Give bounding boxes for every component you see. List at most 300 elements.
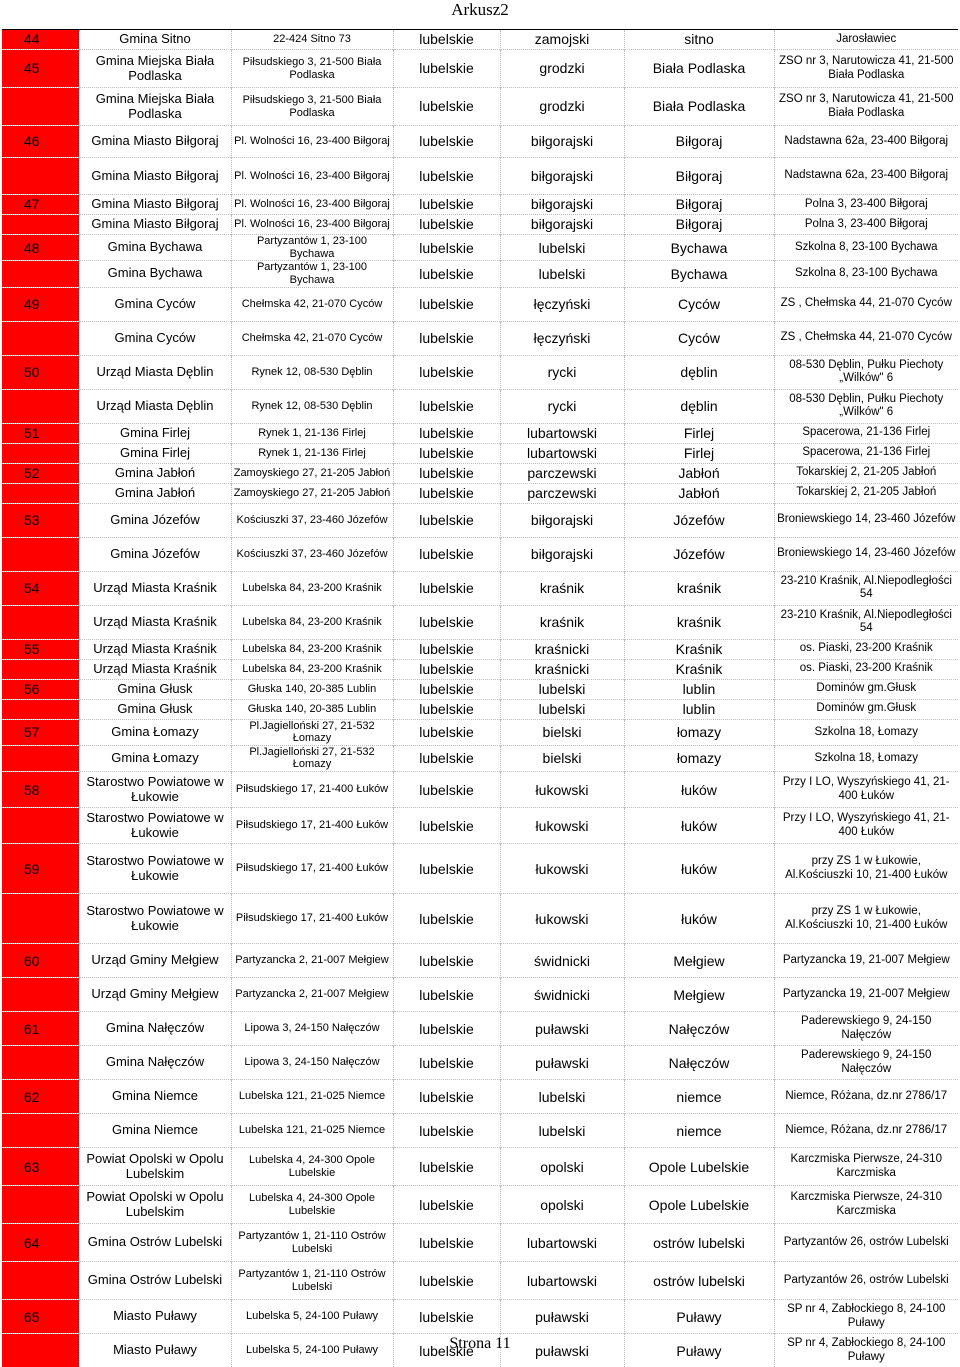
office-name-cell: Gmina Miasto Biłgoraj (79, 195, 231, 215)
location-cell: 08-530 Dęblin, Pułku Piechoty „Wilków" 6 (774, 389, 958, 423)
municipality-cell: niemce (624, 1080, 774, 1114)
office-address-cell: Głuska 140, 20-385 Lublin (231, 679, 393, 699)
municipality-cell: Firlej (624, 443, 774, 463)
voivodeship-cell: lubelskie (393, 1262, 500, 1300)
municipality-cell: Józefów (624, 537, 774, 571)
office-name-cell: Gmina Głusk (79, 699, 231, 719)
row-number-cell (2, 605, 79, 639)
office-address-cell: Lubelska 84, 23-200 Kraśnik (231, 605, 393, 639)
table-row (2, 30, 958, 50)
row-number-cell (2, 1186, 79, 1224)
county-cell: lubelski (500, 699, 624, 719)
row-number-cell (2, 978, 79, 1012)
voivodeship-cell: lubelskie (393, 1148, 500, 1186)
table-row (2, 944, 958, 978)
row-number-cell (2, 321, 79, 355)
office-address-cell: Pl.Jagielloński 27, 21-532 Łomazy (231, 719, 393, 745)
location-cell: Partyzancka 19, 21-007 Mełgiew (774, 944, 958, 978)
table-row (2, 1186, 958, 1224)
office-address-cell: Lubelska 84, 23-200 Kraśnik (231, 571, 393, 605)
office-name-cell: Starostwo Powiatowe w Łukowie (79, 894, 231, 944)
county-cell: bielski (500, 719, 624, 745)
county-cell: puławski (500, 1334, 624, 1367)
voivodeship-cell: lubelskie (393, 1080, 500, 1114)
location-cell: Niemce, Różana, dz.nr 2786/17 (774, 1114, 958, 1148)
table-row (2, 772, 958, 808)
voivodeship-cell: lubelskie (393, 745, 500, 771)
table-row (2, 483, 958, 503)
municipality-cell: Mełgiew (624, 944, 774, 978)
voivodeship-cell: lubelskie (393, 719, 500, 745)
table-row (2, 355, 958, 389)
table-row (2, 605, 958, 639)
office-address-cell: Pl.Jagielloński 27, 21-532 Łomazy (231, 745, 393, 771)
voivodeship-cell: lubelskie (393, 158, 500, 195)
location-cell: 08-530 Dęblin, Pułku Piechoty „Wilków" 6 (774, 355, 958, 389)
county-cell: łęczyński (500, 321, 624, 355)
row-number-cell (2, 1046, 79, 1080)
county-cell: lubartowski (500, 1262, 624, 1300)
municipality-cell: Cyców (624, 321, 774, 355)
county-cell: świdnicki (500, 978, 624, 1012)
location-cell: Karczmiska Pierwsze, 24-310 Karczmiska (774, 1148, 958, 1186)
office-address-cell: Pl. Wolności 16, 23-400 Biłgoraj (231, 215, 393, 235)
municipality-cell: Nałęczów (624, 1012, 774, 1046)
table-row (2, 1262, 958, 1300)
office-address-cell: Zamoyskiego 27, 21-205 Jabłoń (231, 463, 393, 483)
municipality-cell: ostrów lubelski (624, 1224, 774, 1262)
municipality-cell: Puławy (624, 1300, 774, 1334)
location-cell: Tokarskiej 2, 21-205 Jabłoń (774, 463, 958, 483)
office-name-cell: Starostwo Powiatowe w Łukowie (79, 808, 231, 844)
table-row (2, 1114, 958, 1148)
voivodeship-cell: lubelskie (393, 605, 500, 639)
county-cell: parczewski (500, 463, 624, 483)
table-row (2, 894, 958, 944)
voivodeship-cell: lubelskie (393, 1114, 500, 1148)
location-cell: Szkolna 8, 23-100 Bychawa (774, 235, 958, 261)
county-cell: kraśnicki (500, 659, 624, 679)
county-cell: łukowski (500, 772, 624, 808)
office-address-cell: Pl. Wolności 16, 23-400 Biłgoraj (231, 126, 393, 158)
row-number-cell (2, 215, 79, 235)
row-number-cell: 57 (2, 719, 79, 745)
table-row (2, 659, 958, 679)
office-name-cell: Gmina Miejska Biała Podlaska (79, 50, 231, 88)
table-body (2, 30, 958, 1367)
voivodeship-cell: lubelskie (393, 1334, 500, 1367)
county-cell: bielski (500, 745, 624, 771)
office-name-cell: Urząd Miasta Dęblin (79, 355, 231, 389)
municipality-cell: Biłgoraj (624, 126, 774, 158)
office-address-cell: Lubelska 4, 24-300 Opole Lubelskie (231, 1186, 393, 1224)
voivodeship-cell: lubelskie (393, 1300, 500, 1334)
county-cell: łukowski (500, 844, 624, 894)
table-row (2, 679, 958, 699)
county-cell: opolski (500, 1186, 624, 1224)
row-number-cell (2, 699, 79, 719)
row-number-cell: 46 (2, 126, 79, 158)
office-address-cell: Rynek 1, 21-136 Firlej (231, 423, 393, 443)
voivodeship-cell: lubelskie (393, 894, 500, 944)
location-cell: ZSO nr 3, Narutowicza 41, 21-500 Biała Podlaska (774, 50, 958, 88)
location-cell: ZS , Chełmska 44, 21-070 Cyców (774, 287, 958, 321)
office-name-cell: Urząd Miasta Kraśnik (79, 639, 231, 659)
row-number-cell (2, 745, 79, 771)
office-address-cell: Piłsudskiego 17, 21-400 Łuków (231, 808, 393, 844)
table-row (2, 639, 958, 659)
office-address-cell: Rynek 1, 21-136 Firlej (231, 443, 393, 463)
municipality-cell: Puławy (624, 1334, 774, 1367)
row-number-cell: 48 (2, 235, 79, 261)
office-address-cell: Kościuszki 37, 23-460 Józefów (231, 537, 393, 571)
county-cell: zamojski (500, 30, 624, 50)
municipality-cell: łuków (624, 772, 774, 808)
location-cell: Nadstawna 62a, 23-400 Biłgoraj (774, 158, 958, 195)
page-footer: Strona 11 (0, 1335, 960, 1353)
municipality-cell: kraśnik (624, 571, 774, 605)
row-number-cell: 64 (2, 1224, 79, 1262)
voivodeship-cell: lubelskie (393, 699, 500, 719)
county-cell: lubelski (500, 261, 624, 287)
voivodeship-cell: lubelskie (393, 571, 500, 605)
row-number-cell (2, 158, 79, 195)
row-number-cell (2, 88, 79, 126)
table-row (2, 50, 958, 88)
table-row (2, 719, 958, 745)
row-number-cell: 61 (2, 1012, 79, 1046)
table-row (2, 88, 958, 126)
municipality-cell: Biłgoraj (624, 158, 774, 195)
table-row (2, 978, 958, 1012)
office-address-cell: Partyzantów 1, 23-100 Bychawa (231, 261, 393, 287)
office-address-cell: Piłsudskiego 17, 21-400 Łuków (231, 772, 393, 808)
table-row (2, 158, 958, 195)
sheet-title: Arkusz2 (0, 0, 960, 20)
office-name-cell: Gmina Miasto Biłgoraj (79, 126, 231, 158)
location-cell: Polna 3, 23-400 Biłgoraj (774, 215, 958, 235)
office-address-cell: Piłsudskiego 3, 21-500 Biała Podlaska (231, 50, 393, 88)
municipality-cell: Bychawa (624, 235, 774, 261)
row-number-cell (2, 483, 79, 503)
office-name-cell: Powiat Opolski w Opolu Lubelskim (79, 1186, 231, 1224)
row-number-cell: 62 (2, 1080, 79, 1114)
table-row (2, 389, 958, 423)
table-row (2, 1300, 958, 1334)
county-cell: puławski (500, 1012, 624, 1046)
municipality-cell: Jabłoń (624, 463, 774, 483)
municipality-cell: lublin (624, 679, 774, 699)
table-row (2, 126, 958, 158)
office-name-cell: Gmina Józefów (79, 503, 231, 537)
location-cell: Partyzantów 26, ostrów Lubelski (774, 1262, 958, 1300)
row-number-cell: 50 (2, 355, 79, 389)
voivodeship-cell: lubelskie (393, 287, 500, 321)
municipality-cell: Cyców (624, 287, 774, 321)
office-address-cell: Partyzantów 1, 23-100 Bychawa (231, 235, 393, 261)
voivodeship-cell: lubelskie (393, 355, 500, 389)
county-cell: grodzki (500, 88, 624, 126)
location-cell: Karczmiska Pierwsze, 24-310 Karczmiska (774, 1186, 958, 1224)
office-address-cell: Partyzancka 2, 21-007 Mełgiew (231, 944, 393, 978)
location-cell: Dominów gm.Głusk (774, 699, 958, 719)
voivodeship-cell: lubelskie (393, 50, 500, 88)
county-cell: lubartowski (500, 1224, 624, 1262)
office-address-cell: Zamoyskiego 27, 21-205 Jabłoń (231, 483, 393, 503)
voivodeship-cell: lubelskie (393, 844, 500, 894)
voivodeship-cell: lubelskie (393, 978, 500, 1012)
municipality-cell: Firlej (624, 423, 774, 443)
voivodeship-cell: lubelskie (393, 483, 500, 503)
municipality-cell: łomazy (624, 719, 774, 745)
location-cell: Nadstawna 62a, 23-400 Biłgoraj (774, 126, 958, 158)
municipality-cell: Bychawa (624, 261, 774, 287)
location-cell: os. Piaski, 23-200 Kraśnik (774, 659, 958, 679)
municipality-cell: łuków (624, 808, 774, 844)
office-address-cell: Lubelska 4, 24-300 Opole Lubelskie (231, 1148, 393, 1186)
county-cell: parczewski (500, 483, 624, 503)
office-name-cell: Gmina Nałęczów (79, 1012, 231, 1046)
office-name-cell: Gmina Ostrów Lubelski (79, 1224, 231, 1262)
office-address-cell: Pl. Wolności 16, 23-400 Biłgoraj (231, 158, 393, 195)
row-number-cell (2, 1262, 79, 1300)
location-cell: Polna 3, 23-400 Biłgoraj (774, 195, 958, 215)
table-row (2, 321, 958, 355)
voivodeship-cell: lubelskie (393, 639, 500, 659)
office-name-cell: Gmina Miasto Biłgoraj (79, 158, 231, 195)
location-cell: przy ZS 1 w Łukowie, Al.Kościuszki 10, 21-400 Łuków (774, 844, 958, 894)
county-cell: lubelski (500, 235, 624, 261)
municipality-cell: Jabłoń (624, 483, 774, 503)
location-cell: 23-210 Kraśnik, Al.Niepodległości 54 (774, 571, 958, 605)
voivodeship-cell: lubelskie (393, 443, 500, 463)
table-row (2, 571, 958, 605)
county-cell: lubartowski (500, 423, 624, 443)
office-address-cell: Piłsudskiego 17, 21-400 Łuków (231, 844, 393, 894)
location-cell: Spacerowa, 21-136 Firlej (774, 443, 958, 463)
county-cell: łukowski (500, 894, 624, 944)
municipality-cell: sitno (624, 30, 774, 50)
municipality-cell: Biłgoraj (624, 215, 774, 235)
office-name-cell: Starostwo Powiatowe w Łukowie (79, 772, 231, 808)
county-cell: rycki (500, 389, 624, 423)
voivodeship-cell: lubelskie (393, 195, 500, 215)
office-name-cell: Gmina Miasto Biłgoraj (79, 215, 231, 235)
office-name-cell: Urząd Gminy Mełgiew (79, 978, 231, 1012)
location-cell: Szkolna 18, Łomazy (774, 745, 958, 771)
municipality-cell: kraśnik (624, 605, 774, 639)
voivodeship-cell: lubelskie (393, 772, 500, 808)
table-row (2, 215, 958, 235)
office-address-cell: Lipowa 3, 24-150 Nałęczów (231, 1012, 393, 1046)
office-name-cell: Gmina Cyców (79, 321, 231, 355)
county-cell: kraśnik (500, 571, 624, 605)
location-cell: Partyzantów 26, ostrów Lubelski (774, 1224, 958, 1262)
location-cell: Paderewskiego 9, 24-150 Nałęczów (774, 1012, 958, 1046)
table-row (2, 808, 958, 844)
row-number-cell (2, 389, 79, 423)
table-row (2, 443, 958, 463)
office-name-cell: Gmina Ostrów Lubelski (79, 1262, 231, 1300)
voivodeship-cell: lubelskie (393, 389, 500, 423)
office-name-cell: Gmina Jabłoń (79, 483, 231, 503)
row-number-cell (2, 894, 79, 944)
location-cell: SP nr 4, Zabłockiego 8, 24-100 Puławy (774, 1334, 958, 1367)
municipality-cell: Opole Lubelskie (624, 1148, 774, 1186)
location-cell: SP nr 4, Zabłockiego 8, 24-100 Puławy (774, 1300, 958, 1334)
office-name-cell: Gmina Łomazy (79, 745, 231, 771)
location-cell: Paderewskiego 9, 24-150 Nałęczów (774, 1046, 958, 1080)
municipality-cell: Mełgiew (624, 978, 774, 1012)
row-number-cell (2, 443, 79, 463)
voivodeship-cell: lubelskie (393, 944, 500, 978)
office-name-cell: Gmina Firlej (79, 423, 231, 443)
office-name-cell: Gmina Bychawa (79, 235, 231, 261)
office-address-cell: Kościuszki 37, 23-460 Józefów (231, 503, 393, 537)
location-cell: przy ZS 1 w Łukowie, Al.Kościuszki 10, 21-400 Łuków (774, 894, 958, 944)
municipality-cell: Biłgoraj (624, 195, 774, 215)
table-row (2, 1046, 958, 1080)
voivodeship-cell: lubelskie (393, 1046, 500, 1080)
location-cell: os. Piaski, 23-200 Kraśnik (774, 639, 958, 659)
office-address-cell: Pl. Wolności 16, 23-400 Biłgoraj (231, 195, 393, 215)
office-address-cell: Głuska 140, 20-385 Lublin (231, 699, 393, 719)
voivodeship-cell: lubelskie (393, 1012, 500, 1046)
location-cell: Szkolna 8, 23-100 Bychawa (774, 261, 958, 287)
county-cell: puławski (500, 1046, 624, 1080)
county-cell: biłgorajski (500, 195, 624, 215)
county-cell: łęczyński (500, 287, 624, 321)
office-name-cell: Gmina Bychawa (79, 261, 231, 287)
table-row (2, 1224, 958, 1262)
voivodeship-cell: lubelskie (393, 808, 500, 844)
office-address-cell: Chełmska 42, 21-070 Cyców (231, 321, 393, 355)
office-address-cell: Lubelska 5, 24-100 Puławy (231, 1334, 393, 1367)
row-number-cell: 55 (2, 639, 79, 659)
table-row (2, 699, 958, 719)
office-name-cell: Gmina Miejska Biała Podlaska (79, 88, 231, 126)
municipality-cell: Biała Podlaska (624, 88, 774, 126)
voivodeship-cell: lubelskie (393, 503, 500, 537)
office-name-cell: Urząd Miasta Kraśnik (79, 571, 231, 605)
office-name-cell: Gmina Łomazy (79, 719, 231, 745)
county-cell: lubelski (500, 679, 624, 699)
voivodeship-cell: lubelskie (393, 679, 500, 699)
office-name-cell: Gmina Niemce (79, 1114, 231, 1148)
county-cell: biłgorajski (500, 126, 624, 158)
municipality-cell: Józefów (624, 503, 774, 537)
table-row (2, 1080, 958, 1114)
location-cell: ZS , Chełmska 44, 21-070 Cyców (774, 321, 958, 355)
office-address-cell: Piłsudskiego 3, 21-500 Biała Podlaska (231, 88, 393, 126)
location-cell: Szkolna 18, Łomazy (774, 719, 958, 745)
row-number-cell: 49 (2, 287, 79, 321)
county-cell: biłgorajski (500, 215, 624, 235)
voivodeship-cell: lubelskie (393, 261, 500, 287)
voivodeship-cell: lubelskie (393, 1186, 500, 1224)
office-address-cell: Chełmska 42, 21-070 Cyców (231, 287, 393, 321)
voivodeship-cell: lubelskie (393, 321, 500, 355)
row-number-cell: 54 (2, 571, 79, 605)
location-cell: Jarosławiec (774, 30, 958, 50)
voivodeship-cell: lubelskie (393, 463, 500, 483)
office-address-cell: Lubelska 84, 23-200 Kraśnik (231, 659, 393, 679)
row-number-cell (2, 1114, 79, 1148)
voivodeship-cell: lubelskie (393, 88, 500, 126)
county-cell: biłgorajski (500, 158, 624, 195)
voivodeship-cell: lubelskie (393, 215, 500, 235)
county-cell: biłgorajski (500, 537, 624, 571)
row-number-cell: 60 (2, 944, 79, 978)
row-number-cell: 63 (2, 1148, 79, 1186)
row-number-cell (2, 261, 79, 287)
office-address-cell: Partyzancka 2, 21-007 Mełgiew (231, 978, 393, 1012)
table-row (2, 287, 958, 321)
table-row (2, 1148, 958, 1186)
table-row (2, 195, 958, 215)
row-number-cell: 44 (2, 30, 79, 50)
municipality-cell: dęblin (624, 355, 774, 389)
voivodeship-cell: lubelskie (393, 537, 500, 571)
table-row (2, 745, 958, 771)
municipality-cell: Opole Lubelskie (624, 1186, 774, 1224)
location-cell: Partyzancka 19, 21-007 Mełgiew (774, 978, 958, 1012)
location-cell: ZSO nr 3, Narutowicza 41, 21-500 Biała Podlaska (774, 88, 958, 126)
county-cell: biłgorajski (500, 503, 624, 537)
row-number-cell: 65 (2, 1300, 79, 1334)
office-name-cell: Gmina Józefów (79, 537, 231, 571)
location-cell: Broniewskiego 14, 23-460 Józefów (774, 537, 958, 571)
office-name-cell: Urząd Miasta Kraśnik (79, 659, 231, 679)
office-address-cell: Rynek 12, 08-530 Dęblin (231, 389, 393, 423)
row-number-cell (2, 659, 79, 679)
office-address-cell: Lubelska 121, 21-025 Niemce (231, 1114, 393, 1148)
office-name-cell: Gmina Niemce (79, 1080, 231, 1114)
office-name-cell: Gmina Nałęczów (79, 1046, 231, 1080)
row-number-cell: 59 (2, 844, 79, 894)
location-cell: Tokarskiej 2, 21-205 Jabłoń (774, 483, 958, 503)
table-row (2, 423, 958, 443)
location-cell: Spacerowa, 21-136 Firlej (774, 423, 958, 443)
municipality-cell: niemce (624, 1114, 774, 1148)
county-cell: rycki (500, 355, 624, 389)
office-address-cell: Partyzantów 1, 21-110 Ostrów Lubelski (231, 1262, 393, 1300)
office-name-cell: Powiat Opolski w Opolu Lubelskim (79, 1148, 231, 1186)
office-name-cell: Urząd Gminy Mełgiew (79, 944, 231, 978)
row-number-cell: 45 (2, 50, 79, 88)
office-address-cell: 22-424 Sitno 73 (231, 30, 393, 50)
office-name-cell: Urząd Miasta Kraśnik (79, 605, 231, 639)
row-number-cell: 56 (2, 679, 79, 699)
county-cell: lubartowski (500, 443, 624, 463)
municipality-cell: Kraśnik (624, 639, 774, 659)
county-cell: puławski (500, 1300, 624, 1334)
voivodeship-cell: lubelskie (393, 30, 500, 50)
office-name-cell: Gmina Sitno (79, 30, 231, 50)
row-number-cell: 53 (2, 503, 79, 537)
voivodeship-cell: lubelskie (393, 235, 500, 261)
municipality-cell: łuków (624, 844, 774, 894)
office-name-cell: Gmina Firlej (79, 443, 231, 463)
county-cell: świdnicki (500, 944, 624, 978)
location-cell: Niemce, Różana, dz.nr 2786/17 (774, 1080, 958, 1114)
voivodeship-cell: lubelskie (393, 423, 500, 443)
location-cell: Dominów gm.Głusk (774, 679, 958, 699)
municipality-cell: lublin (624, 699, 774, 719)
office-name-cell: Urząd Miasta Dęblin (79, 389, 231, 423)
voivodeship-cell: lubelskie (393, 1224, 500, 1262)
municipality-cell: Biała Podlaska (624, 50, 774, 88)
